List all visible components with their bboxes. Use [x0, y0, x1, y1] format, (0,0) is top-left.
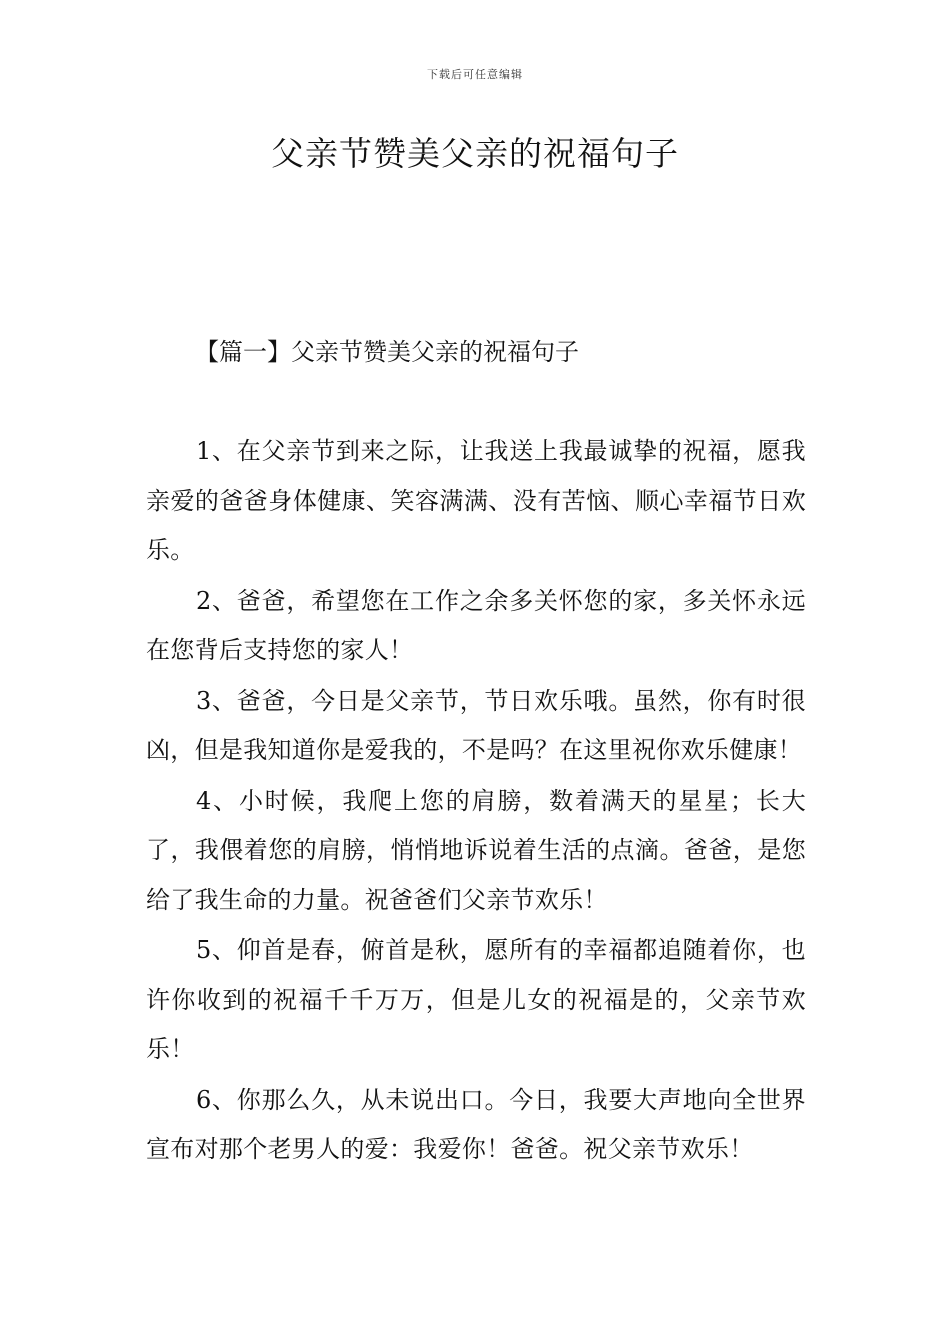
document-title: 父亲节赞美父亲的祝福句子 — [271, 134, 679, 173]
paragraph: 6、你那么久，从未说出口。今日，我要大声地向全世界宣布对那个老男人的爱：我爱你！爸爸。祝父亲节欢乐！ — [146, 1085, 806, 1163]
section-heading: 【篇一】父亲节赞美父亲的祝福句子 — [195, 338, 579, 366]
paragraph: 4、小时候，我爬上您的肩膀，数着满天的星星；长大了，我偎着您的肩膀，悄悄地诉说着生活的点滴。爸爸，是您给了我生命的力量。祝爸爸们父亲节欢乐！ — [146, 786, 806, 914]
paragraph: 2、爸爸，希望您在工作之余多关怀您的家，多关怀永远在您背后支持您的家人！ — [146, 586, 806, 664]
paragraph: 5、仰首是春，俯首是秋，愿所有的幸福都追随着你，也许你收到的祝福千千万万，但是儿女的祝福是的，父亲节欢乐！ — [146, 936, 806, 1063]
paragraph: 3、爸爸，今日是父亲节，节日欢乐哦。虽然，你有时很凶，但是我知道你是爱我的，不是吗？在这里祝你欢乐健康！ — [146, 686, 806, 764]
document-body — [146, 427, 806, 1176]
paragraph: 1、在父亲节到来之际，让我送上我最诚挚的祝福，愿我亲爱的爸爸身体健康、笑容满满、没有苦恼、顺心幸福节日欢乐。 — [146, 437, 806, 564]
header-note: 下载后可任意编辑 — [427, 68, 523, 81]
